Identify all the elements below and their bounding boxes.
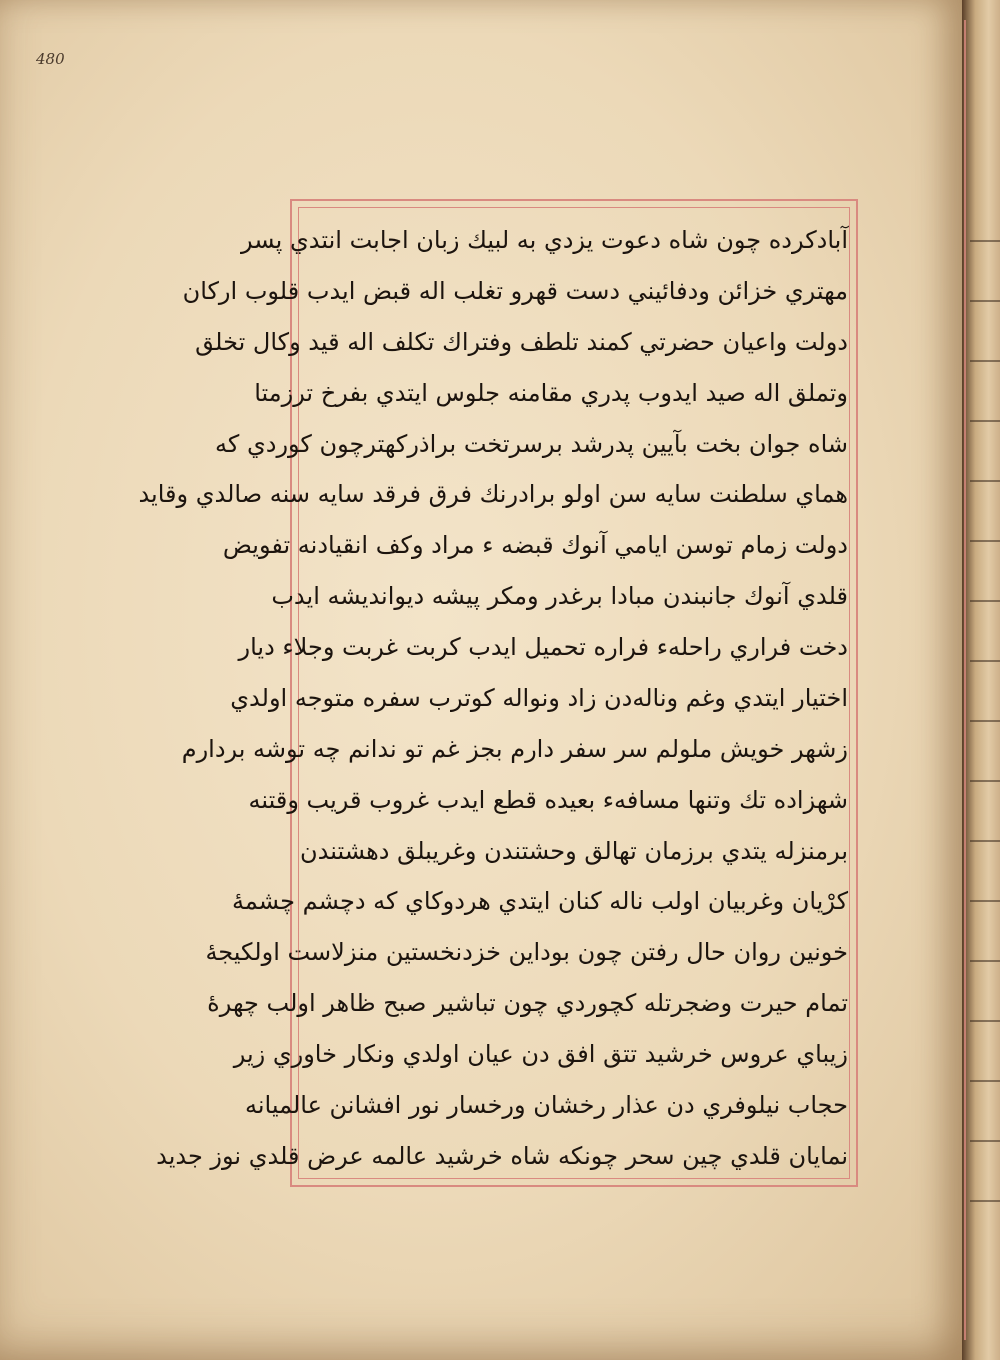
adjacent-page-edge bbox=[962, 0, 1000, 1360]
adjacent-text-fragment bbox=[970, 360, 1000, 362]
adjacent-text-fragment bbox=[970, 300, 1000, 302]
adjacent-text-fragment bbox=[970, 660, 1000, 662]
text-line: شاه جوان بخت بآيين پدرشد برسرتخت براذركهترچون كوردي كه bbox=[215, 429, 848, 458]
text-line: تمام حيرت وضجرتله كچوردي چون تباشير صبح ظاهر اولب چهرهٔ bbox=[207, 989, 848, 1018]
text-line: اختيار ايتدي وغم ونالەدن زاد ونواله كوترب سفره متوجه اولدي bbox=[230, 683, 848, 712]
adjacent-text-fragment bbox=[970, 1200, 1000, 1202]
text-line: دولت زمام توسن ايامي آنوك قبضه ء مراد وكف انقيادنه تفويض bbox=[222, 531, 848, 560]
text-line: زشهر خويش ملولم سر سفر دارم بجز غم تو ندانم چه توشه بردارم bbox=[181, 734, 848, 763]
adjacent-text-fragment bbox=[970, 780, 1000, 782]
page-number: 480 bbox=[36, 50, 65, 68]
text-line: دولت واعيان حضرتي كمند تلطف وفتراك تكلف اله قيد وكال تخلق bbox=[195, 327, 848, 356]
text-line: آبادكرده چون شاه دعوت يزدي بە لبيك زبان اجابت انتدي پسر bbox=[241, 226, 848, 254]
adjacent-text-fragment bbox=[970, 720, 1000, 722]
adjacent-text-fragment bbox=[970, 960, 1000, 962]
text-line: زيباي عروس خرشيد تتق افق دن عيان اولدي ونكار خاوري زير bbox=[233, 1040, 848, 1068]
text-line: شهزاده تك وتنها مسافهء بعيده قطع ايدب غروب قريب وقتنه bbox=[248, 785, 848, 814]
text-line: دخت فراري راحلهء فراره تحميل ايدب كربت غربت وجلاء ديار bbox=[238, 633, 848, 661]
text-line: هماي سلطنت سايه سن اولو برادرنك فرق فرقد سايه سنه صالدي وقايد bbox=[138, 480, 848, 509]
text-line: وتملق اله صيد ايدوب پدري مقامنه جلوس ايتدي بفرخ ترزمتا bbox=[254, 378, 848, 407]
text-line: نمايان قلدي چين سحر چونكه شاه خرشيد عالمه عرض قلدي نوز جديد bbox=[156, 1141, 848, 1170]
text-line: كرْيان وغربيان اولب ناله كنان ايتدي هردوكاي كه دچشم چشمهٔ bbox=[232, 887, 848, 916]
adjacent-text-fragment bbox=[970, 840, 1000, 842]
manuscript-text-block bbox=[138, 218, 848, 1178]
adjacent-text-fragment bbox=[970, 900, 1000, 902]
text-line: مهتري خزائن ودفائيني دست قهرو تغلب اله قبض ايدب قلوب اركان bbox=[182, 276, 848, 305]
adjacent-text-fragment bbox=[970, 420, 1000, 422]
adjacent-page-rule bbox=[964, 20, 966, 1340]
adjacent-text-fragment bbox=[970, 1140, 1000, 1142]
adjacent-text-fragment bbox=[970, 540, 1000, 542]
text-line: قلدي آنوك جانبندن مبادا برغدر ومكر پيشه ديواندیشه ايدب bbox=[271, 582, 848, 611]
adjacent-text-fragment bbox=[970, 1020, 1000, 1022]
text-line: خونين روان حال رفتن چون بوداين خزدنخستين منزلاست اولكيجهٔ bbox=[205, 938, 848, 967]
text-line: حجاب نيلوفري دن عذار رخشان ورخسار نور افشانن عالميانه bbox=[244, 1090, 848, 1119]
adjacent-text-fragment bbox=[970, 1080, 1000, 1082]
text-line: برمنزله يتدي برزمان تهالق وحشتندن وغريبلق دهشتندن bbox=[300, 836, 848, 865]
adjacent-text-fragment bbox=[970, 240, 1000, 242]
adjacent-text-fragment bbox=[970, 480, 1000, 482]
adjacent-text-fragment bbox=[970, 600, 1000, 602]
